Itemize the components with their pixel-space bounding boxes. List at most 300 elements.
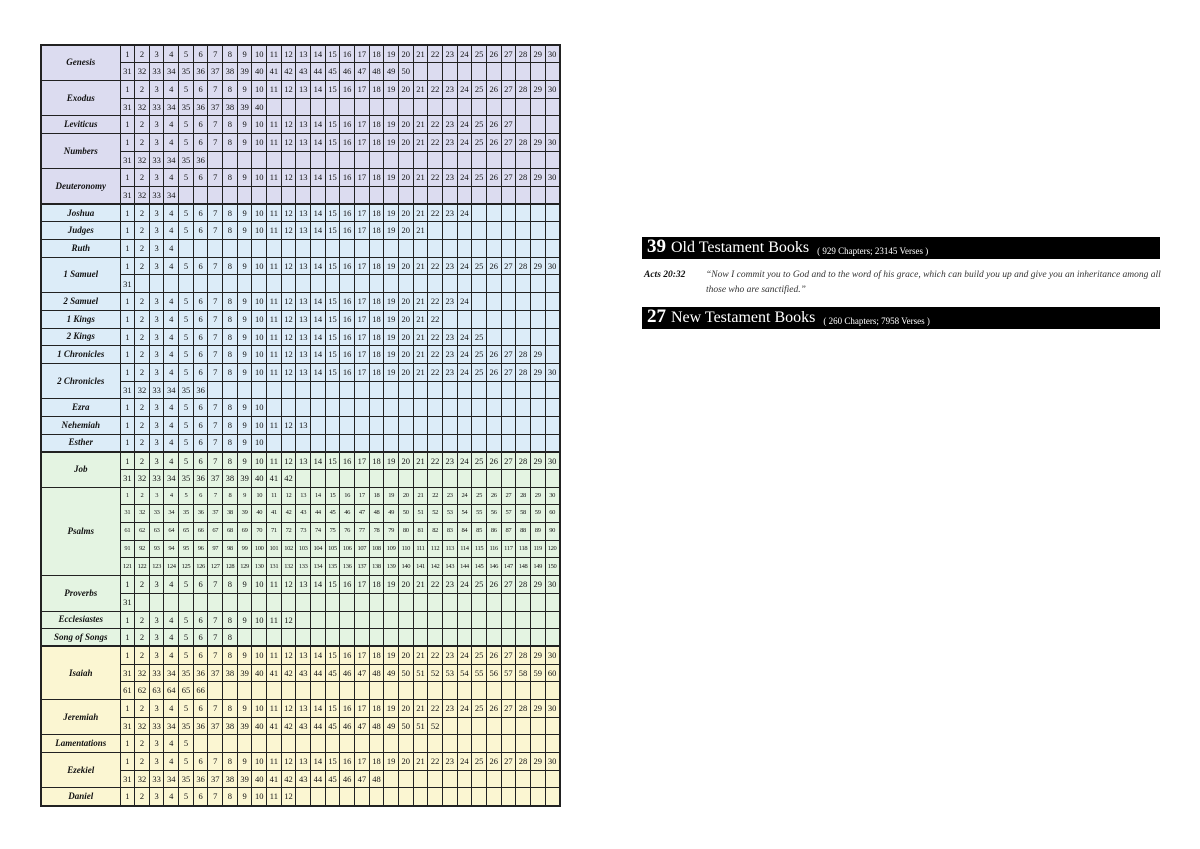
chapter-cell[interactable]: 4 xyxy=(164,222,179,240)
chapter-cell[interactable]: 5 xyxy=(179,646,194,664)
chapter-cell[interactable]: 46 xyxy=(340,770,355,788)
chapter-cell[interactable]: 20 xyxy=(398,293,413,311)
chapter-cell[interactable]: 23 xyxy=(442,133,457,151)
chapter-cell[interactable]: 23 xyxy=(442,45,457,63)
chapter-cell[interactable]: 12 xyxy=(281,257,296,275)
chapter-cell[interactable]: 15 xyxy=(325,576,340,594)
chapter-cell[interactable]: 29 xyxy=(530,257,545,275)
chapter-cell[interactable]: 3 xyxy=(149,222,164,240)
chapter-cell[interactable]: 27 xyxy=(501,346,516,364)
chapter-cell[interactable]: 13 xyxy=(296,257,311,275)
chapter-cell[interactable]: 144 xyxy=(457,558,472,576)
chapter-cell[interactable]: 15 xyxy=(325,133,340,151)
chapter-cell[interactable]: 16 xyxy=(340,80,355,98)
chapter-cell[interactable]: 1 xyxy=(120,222,135,240)
chapter-cell[interactable]: 60 xyxy=(545,505,560,523)
chapter-cell[interactable]: 57 xyxy=(501,505,516,523)
chapter-cell[interactable]: 12 xyxy=(281,699,296,717)
chapter-cell[interactable]: 17 xyxy=(355,80,370,98)
chapter-cell[interactable]: 52 xyxy=(428,664,443,682)
chapter-cell[interactable]: 2 xyxy=(135,346,150,364)
chapter-cell[interactable]: 115 xyxy=(472,540,487,558)
chapter-cell[interactable]: 27 xyxy=(501,80,516,98)
chapter-cell[interactable]: 8 xyxy=(223,434,238,452)
chapter-cell[interactable]: 24 xyxy=(457,116,472,134)
chapter-cell[interactable]: 22 xyxy=(428,346,443,364)
chapter-cell[interactable]: 37 xyxy=(208,770,223,788)
chapter-cell[interactable]: 21 xyxy=(413,699,428,717)
chapter-cell[interactable]: 31 xyxy=(120,98,135,116)
chapter-cell[interactable]: 28 xyxy=(516,133,531,151)
chapter-cell[interactable]: 41 xyxy=(267,63,282,81)
chapter-cell[interactable]: 39 xyxy=(237,770,252,788)
chapter-cell[interactable]: 57 xyxy=(501,664,516,682)
chapter-cell[interactable]: 23 xyxy=(442,753,457,771)
chapter-cell[interactable]: 30 xyxy=(545,257,560,275)
chapter-cell[interactable]: 71 xyxy=(267,523,282,541)
chapter-cell[interactable]: 40 xyxy=(252,98,267,116)
chapter-cell[interactable]: 26 xyxy=(486,452,501,470)
chapter-cell[interactable]: 35 xyxy=(179,770,194,788)
chapter-cell[interactable]: 3 xyxy=(149,788,164,806)
chapter-cell[interactable]: 14 xyxy=(311,699,326,717)
chapter-cell[interactable]: 25 xyxy=(472,80,487,98)
chapter-cell[interactable]: 9 xyxy=(237,346,252,364)
chapter-cell[interactable]: 16 xyxy=(340,169,355,187)
chapter-cell[interactable]: 91 xyxy=(120,540,135,558)
chapter-cell[interactable]: 1 xyxy=(120,735,135,753)
chapter-cell[interactable]: 4 xyxy=(164,699,179,717)
chapter-cell[interactable]: 20 xyxy=(398,45,413,63)
chapter-cell[interactable]: 7 xyxy=(208,576,223,594)
chapter-cell[interactable]: 16 xyxy=(340,310,355,328)
chapter-cell[interactable]: 36 xyxy=(193,470,208,488)
chapter-cell[interactable]: 10 xyxy=(252,416,267,434)
chapter-cell[interactable]: 4 xyxy=(164,452,179,470)
chapter-cell[interactable]: 43 xyxy=(296,63,311,81)
chapter-cell[interactable]: 14 xyxy=(311,204,326,222)
chapter-cell[interactable]: 96 xyxy=(193,540,208,558)
chapter-cell[interactable]: 9 xyxy=(237,646,252,664)
chapter-cell[interactable]: 4 xyxy=(164,576,179,594)
chapter-cell[interactable]: 137 xyxy=(355,558,370,576)
chapter-cell[interactable]: 1 xyxy=(120,629,135,647)
chapter-cell[interactable]: 8 xyxy=(223,399,238,417)
chapter-cell[interactable]: 2 xyxy=(135,434,150,452)
chapter-cell[interactable]: 49 xyxy=(384,717,399,735)
chapter-cell[interactable]: 18 xyxy=(369,753,384,771)
chapter-cell[interactable]: 14 xyxy=(311,576,326,594)
chapter-cell[interactable]: 1 xyxy=(120,416,135,434)
chapter-cell[interactable]: 12 xyxy=(281,204,296,222)
chapter-cell[interactable]: 25 xyxy=(472,133,487,151)
chapter-cell[interactable]: 38 xyxy=(223,98,238,116)
chapter-cell[interactable]: 31 xyxy=(120,151,135,169)
chapter-cell[interactable]: 31 xyxy=(120,381,135,399)
chapter-cell[interactable]: 5 xyxy=(179,45,194,63)
chapter-cell[interactable]: 7 xyxy=(208,434,223,452)
chapter-cell[interactable]: 23 xyxy=(442,80,457,98)
chapter-cell[interactable]: 1 xyxy=(120,487,135,505)
chapter-cell[interactable]: 10 xyxy=(252,310,267,328)
chapter-cell[interactable]: 83 xyxy=(442,523,457,541)
chapter-cell[interactable]: 18 xyxy=(369,310,384,328)
chapter-cell[interactable]: 17 xyxy=(355,204,370,222)
chapter-cell[interactable]: 8 xyxy=(223,328,238,346)
chapter-cell[interactable]: 19 xyxy=(384,487,399,505)
chapter-cell[interactable]: 37 xyxy=(208,470,223,488)
chapter-cell[interactable]: 31 xyxy=(120,505,135,523)
chapter-cell[interactable]: 86 xyxy=(486,523,501,541)
chapter-cell[interactable]: 15 xyxy=(325,328,340,346)
chapter-cell[interactable]: 27 xyxy=(501,576,516,594)
chapter-cell[interactable]: 11 xyxy=(267,310,282,328)
chapter-cell[interactable]: 3 xyxy=(149,399,164,417)
chapter-cell[interactable]: 129 xyxy=(237,558,252,576)
chapter-cell[interactable]: 56 xyxy=(486,664,501,682)
chapter-cell[interactable]: 7 xyxy=(208,328,223,346)
chapter-cell[interactable]: 11 xyxy=(267,328,282,346)
chapter-cell[interactable]: 19 xyxy=(384,346,399,364)
chapter-cell[interactable]: 9 xyxy=(237,257,252,275)
chapter-cell[interactable]: 12 xyxy=(281,487,296,505)
chapter-cell[interactable]: 3 xyxy=(149,346,164,364)
chapter-cell[interactable]: 13 xyxy=(296,169,311,187)
chapter-cell[interactable]: 4 xyxy=(164,133,179,151)
chapter-cell[interactable]: 149 xyxy=(530,558,545,576)
chapter-cell[interactable]: 14 xyxy=(311,363,326,381)
chapter-cell[interactable]: 106 xyxy=(340,540,355,558)
chapter-cell[interactable]: 37 xyxy=(208,63,223,81)
chapter-cell[interactable]: 21 xyxy=(413,204,428,222)
chapter-cell[interactable]: 13 xyxy=(296,646,311,664)
chapter-cell[interactable]: 36 xyxy=(193,63,208,81)
chapter-cell[interactable]: 135 xyxy=(325,558,340,576)
chapter-cell[interactable]: 23 xyxy=(442,363,457,381)
chapter-cell[interactable]: 35 xyxy=(179,505,194,523)
chapter-cell[interactable]: 15 xyxy=(325,80,340,98)
chapter-cell[interactable]: 28 xyxy=(516,257,531,275)
chapter-cell[interactable]: 17 xyxy=(355,699,370,717)
chapter-cell[interactable]: 12 xyxy=(281,222,296,240)
chapter-cell[interactable]: 139 xyxy=(384,558,399,576)
chapter-cell[interactable]: 29 xyxy=(530,753,545,771)
chapter-cell[interactable]: 27 xyxy=(501,116,516,134)
chapter-cell[interactable]: 30 xyxy=(545,169,560,187)
chapter-cell[interactable]: 14 xyxy=(311,310,326,328)
chapter-cell[interactable]: 2 xyxy=(135,45,150,63)
chapter-cell[interactable]: 7 xyxy=(208,45,223,63)
chapter-cell[interactable]: 15 xyxy=(325,222,340,240)
chapter-cell[interactable]: 51 xyxy=(413,717,428,735)
chapter-cell[interactable]: 22 xyxy=(428,452,443,470)
chapter-cell[interactable]: 9 xyxy=(237,363,252,381)
chapter-cell[interactable]: 29 xyxy=(530,346,545,364)
chapter-cell[interactable]: 37 xyxy=(208,664,223,682)
chapter-cell[interactable]: 4 xyxy=(164,753,179,771)
chapter-cell[interactable]: 33 xyxy=(149,470,164,488)
chapter-cell[interactable]: 85 xyxy=(472,523,487,541)
chapter-cell[interactable]: 10 xyxy=(252,133,267,151)
chapter-cell[interactable]: 7 xyxy=(208,222,223,240)
chapter-cell[interactable]: 1 xyxy=(120,788,135,806)
chapter-cell[interactable]: 12 xyxy=(281,416,296,434)
chapter-cell[interactable]: 17 xyxy=(355,169,370,187)
chapter-cell[interactable]: 10 xyxy=(252,487,267,505)
chapter-cell[interactable]: 4 xyxy=(164,788,179,806)
chapter-cell[interactable]: 14 xyxy=(311,487,326,505)
chapter-cell[interactable]: 1 xyxy=(120,576,135,594)
chapter-cell[interactable]: 15 xyxy=(325,293,340,311)
chapter-cell[interactable]: 33 xyxy=(149,187,164,205)
chapter-cell[interactable]: 30 xyxy=(545,452,560,470)
chapter-cell[interactable]: 29 xyxy=(530,169,545,187)
chapter-cell[interactable]: 39 xyxy=(237,664,252,682)
chapter-cell[interactable]: 32 xyxy=(135,664,150,682)
chapter-cell[interactable]: 6 xyxy=(193,416,208,434)
chapter-cell[interactable]: 9 xyxy=(237,699,252,717)
chapter-cell[interactable]: 7 xyxy=(208,399,223,417)
chapter-cell[interactable]: 13 xyxy=(296,204,311,222)
chapter-cell[interactable]: 8 xyxy=(223,416,238,434)
chapter-cell[interactable]: 10 xyxy=(252,257,267,275)
chapter-cell[interactable]: 8 xyxy=(223,363,238,381)
chapter-cell[interactable]: 16 xyxy=(340,328,355,346)
chapter-cell[interactable]: 23 xyxy=(442,346,457,364)
chapter-cell[interactable]: 4 xyxy=(164,310,179,328)
chapter-cell[interactable]: 24 xyxy=(457,646,472,664)
chapter-cell[interactable]: 40 xyxy=(252,505,267,523)
chapter-cell[interactable]: 64 xyxy=(164,523,179,541)
chapter-cell[interactable]: 12 xyxy=(281,753,296,771)
chapter-cell[interactable]: 49 xyxy=(384,63,399,81)
chapter-cell[interactable]: 18 xyxy=(369,80,384,98)
chapter-cell[interactable]: 1 xyxy=(120,116,135,134)
chapter-cell[interactable]: 84 xyxy=(457,523,472,541)
chapter-cell[interactable]: 28 xyxy=(516,699,531,717)
chapter-cell[interactable]: 47 xyxy=(355,63,370,81)
chapter-cell[interactable]: 15 xyxy=(325,310,340,328)
chapter-cell[interactable]: 9 xyxy=(237,45,252,63)
chapter-cell[interactable]: 48 xyxy=(369,770,384,788)
chapter-cell[interactable]: 28 xyxy=(516,169,531,187)
chapter-cell[interactable]: 2 xyxy=(135,416,150,434)
chapter-cell[interactable]: 39 xyxy=(237,98,252,116)
chapter-cell[interactable]: 21 xyxy=(413,363,428,381)
chapter-cell[interactable]: 2 xyxy=(135,310,150,328)
chapter-cell[interactable]: 18 xyxy=(369,45,384,63)
chapter-cell[interactable]: 20 xyxy=(398,576,413,594)
chapter-cell[interactable]: 23 xyxy=(442,293,457,311)
chapter-cell[interactable]: 40 xyxy=(252,717,267,735)
chapter-cell[interactable]: 15 xyxy=(325,204,340,222)
chapter-cell[interactable]: 14 xyxy=(311,646,326,664)
chapter-cell[interactable]: 17 xyxy=(355,753,370,771)
chapter-cell[interactable]: 50 xyxy=(398,505,413,523)
chapter-cell[interactable]: 10 xyxy=(252,452,267,470)
chapter-cell[interactable]: 1 xyxy=(120,310,135,328)
chapter-cell[interactable]: 69 xyxy=(237,523,252,541)
chapter-cell[interactable]: 4 xyxy=(164,416,179,434)
chapter-cell[interactable]: 37 xyxy=(208,717,223,735)
chapter-cell[interactable]: 37 xyxy=(208,98,223,116)
chapter-cell[interactable]: 11 xyxy=(267,788,282,806)
chapter-cell[interactable]: 12 xyxy=(281,293,296,311)
chapter-cell[interactable]: 30 xyxy=(545,753,560,771)
chapter-cell[interactable]: 46 xyxy=(340,505,355,523)
chapter-cell[interactable]: 24 xyxy=(457,204,472,222)
chapter-cell[interactable]: 4 xyxy=(164,629,179,647)
chapter-cell[interactable]: 26 xyxy=(486,346,501,364)
chapter-cell[interactable]: 4 xyxy=(164,328,179,346)
chapter-cell[interactable]: 10 xyxy=(252,363,267,381)
chapter-cell[interactable]: 2 xyxy=(135,222,150,240)
chapter-cell[interactable]: 18 xyxy=(369,576,384,594)
chapter-cell[interactable]: 13 xyxy=(296,328,311,346)
chapter-cell[interactable]: 5 xyxy=(179,346,194,364)
chapter-cell[interactable]: 53 xyxy=(442,664,457,682)
chapter-cell[interactable]: 34 xyxy=(164,98,179,116)
chapter-cell[interactable]: 29 xyxy=(530,363,545,381)
chapter-cell[interactable]: 10 xyxy=(252,576,267,594)
chapter-cell[interactable]: 38 xyxy=(223,717,238,735)
chapter-cell[interactable]: 26 xyxy=(486,363,501,381)
chapter-cell[interactable]: 30 xyxy=(545,576,560,594)
chapter-cell[interactable]: 46 xyxy=(340,717,355,735)
chapter-cell[interactable]: 18 xyxy=(369,293,384,311)
chapter-cell[interactable]: 58 xyxy=(516,664,531,682)
chapter-cell[interactable]: 19 xyxy=(384,133,399,151)
chapter-cell[interactable]: 35 xyxy=(179,63,194,81)
chapter-cell[interactable]: 28 xyxy=(516,45,531,63)
chapter-cell[interactable]: 34 xyxy=(164,717,179,735)
chapter-cell[interactable]: 26 xyxy=(486,699,501,717)
chapter-cell[interactable]: 25 xyxy=(472,487,487,505)
chapter-cell[interactable]: 3 xyxy=(149,699,164,717)
chapter-cell[interactable]: 14 xyxy=(311,346,326,364)
chapter-cell[interactable]: 2 xyxy=(135,169,150,187)
chapter-cell[interactable]: 28 xyxy=(516,576,531,594)
chapter-cell[interactable]: 82 xyxy=(428,523,443,541)
chapter-cell[interactable]: 10 xyxy=(252,699,267,717)
chapter-cell[interactable]: 17 xyxy=(355,257,370,275)
chapter-cell[interactable]: 46 xyxy=(340,63,355,81)
chapter-cell[interactable]: 17 xyxy=(355,116,370,134)
chapter-cell[interactable]: 5 xyxy=(179,434,194,452)
chapter-cell[interactable]: 17 xyxy=(355,452,370,470)
chapter-cell[interactable]: 10 xyxy=(252,222,267,240)
chapter-cell[interactable]: 3 xyxy=(149,310,164,328)
chapter-cell[interactable]: 4 xyxy=(164,169,179,187)
chapter-cell[interactable]: 9 xyxy=(237,133,252,151)
chapter-cell[interactable]: 4 xyxy=(164,611,179,629)
chapter-cell[interactable]: 6 xyxy=(193,753,208,771)
chapter-cell[interactable]: 14 xyxy=(311,222,326,240)
chapter-cell[interactable]: 9 xyxy=(237,452,252,470)
chapter-cell[interactable]: 8 xyxy=(223,169,238,187)
chapter-cell[interactable]: 22 xyxy=(428,753,443,771)
chapter-cell[interactable]: 2 xyxy=(135,240,150,258)
chapter-cell[interactable]: 7 xyxy=(208,611,223,629)
chapter-cell[interactable]: 113 xyxy=(442,540,457,558)
chapter-cell[interactable]: 34 xyxy=(164,381,179,399)
chapter-cell[interactable]: 14 xyxy=(311,45,326,63)
chapter-cell[interactable]: 31 xyxy=(120,275,135,293)
chapter-cell[interactable]: 3 xyxy=(149,45,164,63)
chapter-cell[interactable]: 33 xyxy=(149,98,164,116)
chapter-cell[interactable]: 5 xyxy=(179,399,194,417)
chapter-cell[interactable]: 30 xyxy=(545,646,560,664)
chapter-cell[interactable]: 4 xyxy=(164,204,179,222)
chapter-cell[interactable]: 3 xyxy=(149,169,164,187)
chapter-cell[interactable]: 19 xyxy=(384,310,399,328)
chapter-cell[interactable]: 18 xyxy=(369,116,384,134)
chapter-cell[interactable]: 18 xyxy=(369,222,384,240)
chapter-cell[interactable]: 21 xyxy=(413,646,428,664)
chapter-cell[interactable]: 9 xyxy=(237,434,252,452)
chapter-cell[interactable]: 24 xyxy=(457,576,472,594)
chapter-cell[interactable]: 1 xyxy=(120,133,135,151)
chapter-cell[interactable]: 10 xyxy=(252,611,267,629)
chapter-cell[interactable]: 28 xyxy=(516,80,531,98)
chapter-cell[interactable]: 110 xyxy=(398,540,413,558)
chapter-cell[interactable]: 18 xyxy=(369,346,384,364)
chapter-cell[interactable]: 20 xyxy=(398,487,413,505)
chapter-cell[interactable]: 38 xyxy=(223,505,238,523)
chapter-cell[interactable]: 6 xyxy=(193,133,208,151)
chapter-cell[interactable]: 10 xyxy=(252,753,267,771)
chapter-cell[interactable]: 2 xyxy=(135,399,150,417)
chapter-cell[interactable]: 42 xyxy=(281,717,296,735)
chapter-cell[interactable]: 7 xyxy=(208,133,223,151)
chapter-cell[interactable]: 16 xyxy=(340,646,355,664)
chapter-cell[interactable]: 20 xyxy=(398,133,413,151)
chapter-cell[interactable]: 148 xyxy=(516,558,531,576)
chapter-cell[interactable]: 21 xyxy=(413,169,428,187)
chapter-cell[interactable]: 5 xyxy=(179,416,194,434)
chapter-cell[interactable]: 19 xyxy=(384,80,399,98)
chapter-cell[interactable]: 40 xyxy=(252,470,267,488)
chapter-cell[interactable]: 16 xyxy=(340,45,355,63)
chapter-cell[interactable]: 132 xyxy=(281,558,296,576)
chapter-cell[interactable]: 124 xyxy=(164,558,179,576)
chapter-cell[interactable]: 9 xyxy=(237,293,252,311)
chapter-cell[interactable]: 2 xyxy=(135,133,150,151)
chapter-cell[interactable]: 20 xyxy=(398,169,413,187)
chapter-cell[interactable]: 16 xyxy=(340,699,355,717)
chapter-cell[interactable]: 62 xyxy=(135,523,150,541)
chapter-cell[interactable]: 8 xyxy=(223,753,238,771)
chapter-cell[interactable]: 19 xyxy=(384,328,399,346)
chapter-cell[interactable]: 31 xyxy=(120,63,135,81)
chapter-cell[interactable]: 8 xyxy=(223,293,238,311)
chapter-cell[interactable]: 35 xyxy=(179,381,194,399)
chapter-cell[interactable]: 29 xyxy=(530,699,545,717)
chapter-cell[interactable]: 23 xyxy=(442,487,457,505)
chapter-cell[interactable]: 1 xyxy=(120,346,135,364)
chapter-cell[interactable]: 16 xyxy=(340,487,355,505)
chapter-cell[interactable]: 39 xyxy=(237,717,252,735)
chapter-cell[interactable]: 9 xyxy=(237,222,252,240)
chapter-cell[interactable]: 62 xyxy=(135,682,150,700)
chapter-cell[interactable]: 42 xyxy=(281,63,296,81)
chapter-cell[interactable]: 20 xyxy=(398,310,413,328)
chapter-cell[interactable]: 37 xyxy=(208,505,223,523)
chapter-cell[interactable]: 13 xyxy=(296,293,311,311)
chapter-cell[interactable]: 58 xyxy=(516,505,531,523)
chapter-cell[interactable]: 21 xyxy=(413,328,428,346)
chapter-cell[interactable]: 36 xyxy=(193,770,208,788)
